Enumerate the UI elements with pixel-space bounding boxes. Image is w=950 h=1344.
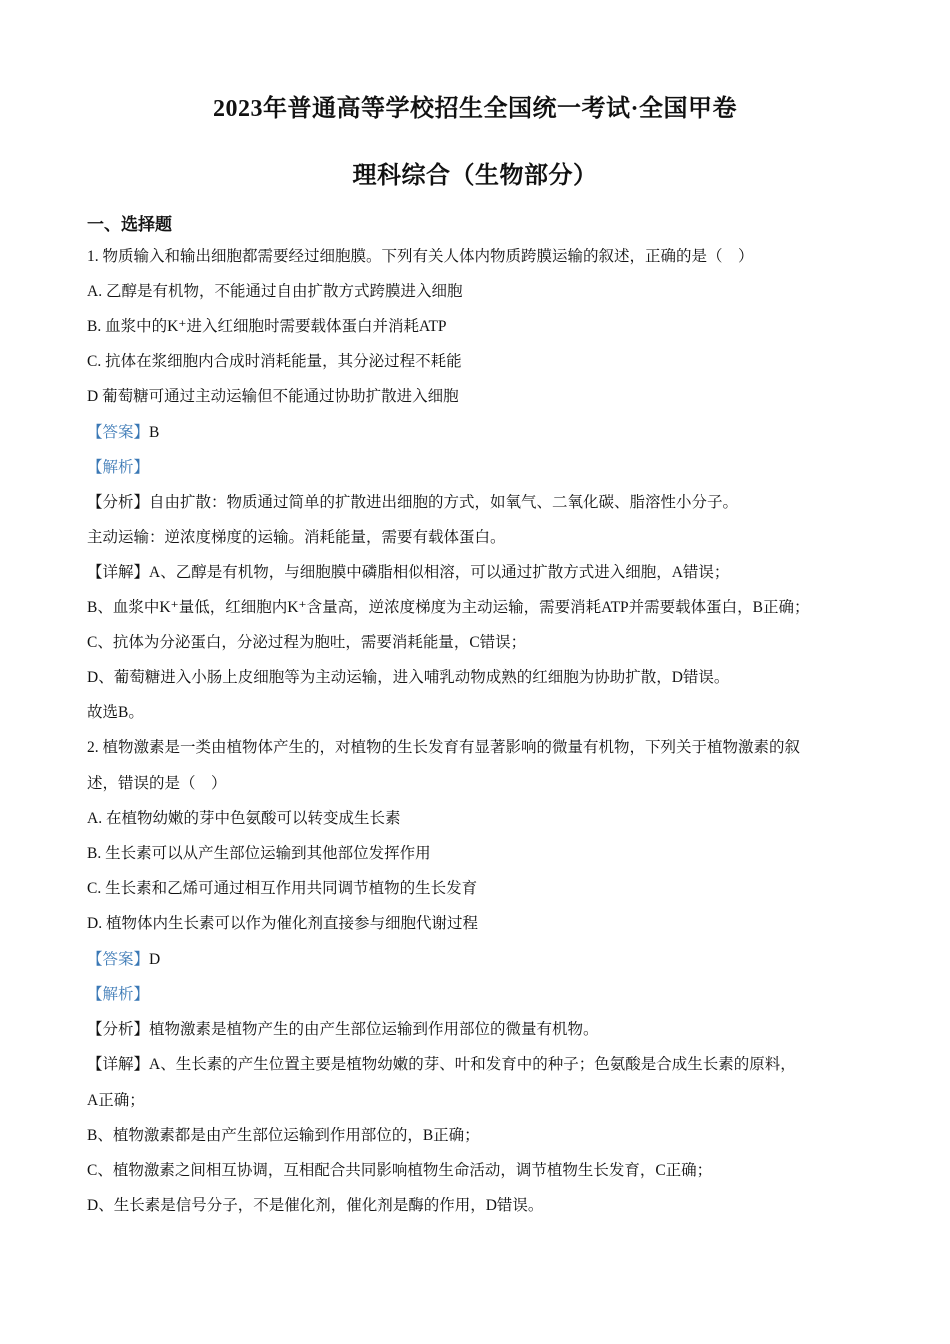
q2-answer: [87, 950, 160, 970]
section-heading: 一、选择题: [87, 215, 172, 234]
q1-xiangjie: [87, 563, 729, 583]
q1-option-b: B. 血浆中的K⁺进入红细胞时需要载体蛋白并消耗ATP: [87, 318, 447, 335]
q1-option-a: A. 乙醇是有机物，不能通过自由扩散方式跨膜进入细胞: [87, 283, 463, 300]
q2-analysis-label: 【解析】: [87, 986, 150, 1003]
answer-label: 【答案】: [87, 424, 150, 441]
xiangjie-label: 【详解】: [87, 564, 150, 581]
q2-option-d: D. 植物体内生长素可以作为催化剂直接参与细胞代谢过程: [87, 915, 478, 932]
q1-detail-d: D、葡萄糖进入小肠上皮细胞等为主动运输，进入哺乳动物成熟的红细胞为协助扩散，D错误。: [87, 669, 730, 686]
q1-conclusion: 故选B。: [87, 704, 144, 721]
answer-value: D: [149, 951, 161, 968]
q1-fenxi: [87, 493, 738, 513]
q2-detail-a-line2: A正确；: [87, 1092, 145, 1109]
q2-option-c: C. 生长素和乙烯可通过相互作用共同调节植物的生长发育: [87, 880, 478, 897]
q2-detail-c: C、植物激素之间相互协调，互相配合共同影响植物生命活动，调节植物生长发育，C正确；: [87, 1162, 713, 1179]
xiangjie-label: 【详解】: [87, 1056, 150, 1073]
q2-stem-line1: 2. 植物激素是一类由植物体产生的，对植物的生长发育有显著影响的微量有机物，下列关于植物激素的叙: [87, 739, 801, 756]
document-title: 2023年普通高等学校招生全国统一考试·全国甲卷: [212, 96, 737, 122]
q1-answer: [87, 423, 159, 443]
q2-detail-b: B、植物激素都是由产生部位运输到作用部位的，B正确；: [87, 1127, 480, 1144]
answer-label: 【答案】: [87, 951, 150, 968]
q1-detail-c: C、抗体为分泌蛋白，分泌过程为胞吐，需要消耗能量，C错误；: [87, 634, 527, 651]
q2-fenxi: [87, 1020, 599, 1040]
q2-xiangjie: [87, 1055, 796, 1075]
q1-option-d: D 葡萄糖可通过主动运输但不能通过协助扩散进入细胞: [87, 388, 459, 405]
q2-detail-d: D、生长素是信号分子，不是催化剂，催化剂是酶的作用，D错误。: [87, 1197, 544, 1214]
q1-stem: 1. 物质输入和输出细胞都需要经过细胞膜。下列有关人体内物质跨膜运输的叙述，正确的是（ ）: [87, 248, 754, 265]
fenxi-text: 植物激素是植物产生的由产生部位运输到作用部位的微量有机物。: [149, 1021, 599, 1038]
q1-fenxi-2: 主动运输：逆浓度梯度的运输。消耗能量，需要有载体蛋白。: [87, 529, 506, 546]
answer-value: B: [149, 424, 160, 441]
q2-option-b: B. 生长素可以从产生部位运输到其他部位发挥作用: [87, 845, 431, 862]
detail-a-line1: A、生长素的产生位置主要是植物幼嫩的芽、叶和发育中的种子；色氨酸是合成生长素的原料，: [149, 1056, 796, 1073]
q1-option-c: C. 抗体在浆细胞内合成时消耗能量，其分泌过程不耗能: [87, 353, 462, 370]
document-subtitle: 理科综合（生物部分）: [352, 163, 598, 189]
fenxi-label: 【分析】: [87, 1021, 150, 1038]
fenxi-label: 【分析】: [87, 494, 150, 511]
q1-analysis-label: 【解析】: [87, 459, 150, 476]
detail-a: A、乙醇是有机物，与细胞膜中磷脂相似相溶，可以通过扩散方式进入细胞，A错误；: [149, 564, 730, 581]
fenxi-text: 自由扩散：物质通过简单的扩散进出细胞的方式，如氧气、二氧化碳、脂溶性小分子。: [149, 494, 739, 511]
q2-option-a: A. 在植物幼嫩的芽中色氨酸可以转变成生长素: [87, 810, 401, 827]
q2-stem-line2: 述，错误的是（ ）: [87, 775, 227, 792]
q1-detail-b: B、血浆中K⁺量低，红细胞内K⁺含量高，逆浓度梯度为主动运输，需要消耗ATP并需要载体蛋白，B正确；: [87, 599, 810, 616]
